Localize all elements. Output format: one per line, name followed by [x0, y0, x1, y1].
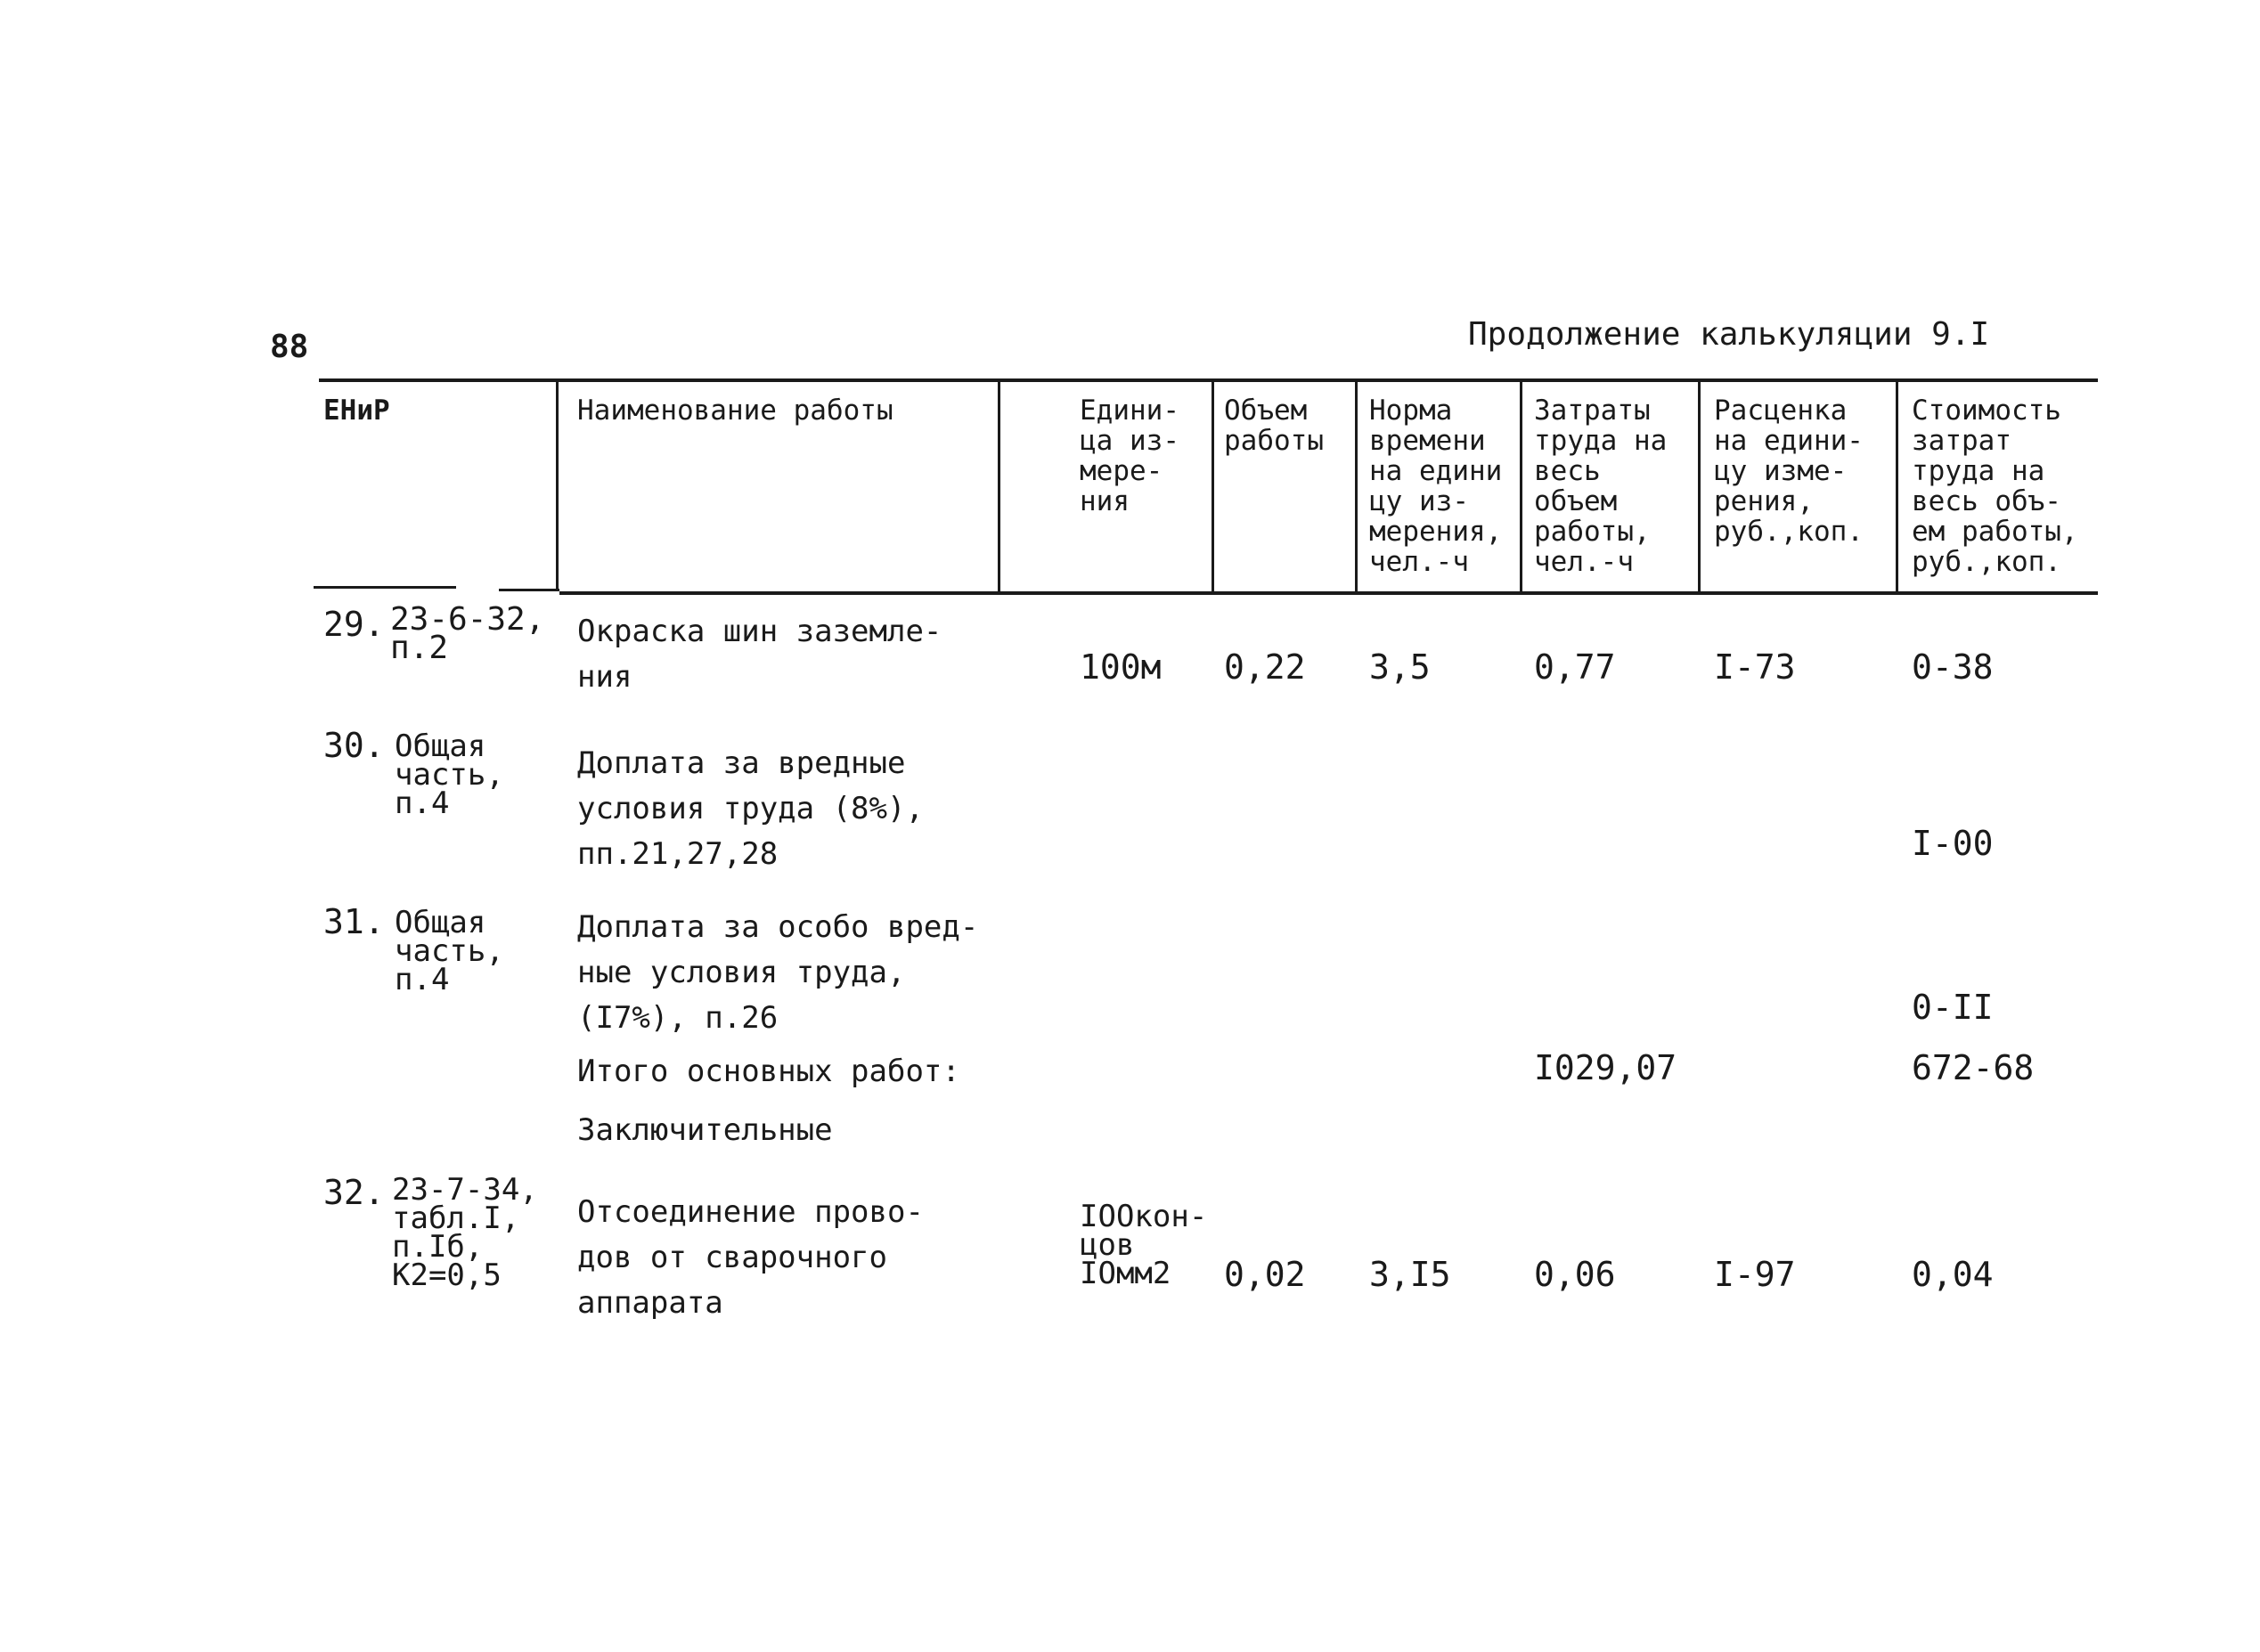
- column-divider: [1698, 380, 1701, 594]
- row-number: 32.: [323, 1173, 385, 1212]
- header-enir: ЕНиР: [323, 395, 390, 427]
- row-enir: Общая часть, п.4: [395, 728, 504, 821]
- row-rate: I-97: [1714, 1255, 1796, 1294]
- column-divider: [1896, 380, 1898, 594]
- row-enir: Общая часть, п.4: [395, 905, 504, 997]
- header-unit: Едини- ца из- мере- ния: [1080, 395, 1179, 517]
- header-volume: Объем работы: [1224, 395, 1324, 457]
- row-work-name: Отсоединение прово- дов от сварочного аппарата: [577, 1194, 924, 1321]
- header-bottom-rule-mid: [499, 589, 559, 591]
- row-cost: I-00: [1912, 824, 1994, 863]
- row-number: 30.: [323, 726, 385, 765]
- row-unit: IООкон- цов IОмм2: [1080, 1199, 1208, 1291]
- header-labor: Затраты труда на весь объем работы, чел.-ч: [1534, 395, 1668, 578]
- row-number: 31.: [323, 902, 385, 941]
- row-cost: 0-II: [1912, 988, 1994, 1027]
- header-work-name: Наименование работы: [577, 395, 893, 427]
- header-bottom-rule: [559, 591, 2098, 595]
- row-enir: 23-7-34, табл.I, п.Iб, К2=0,5: [392, 1172, 538, 1293]
- row-work-name: Доплата за вредные условия труда (8%), пп.21,27,28: [577, 745, 924, 872]
- row-labor: 0,77: [1534, 647, 1616, 687]
- table-top-rule: [319, 378, 2098, 382]
- total-label: Итого основных работ:: [577, 1054, 960, 1089]
- row-rate: I-73: [1714, 647, 1796, 687]
- total-cost: 672-68: [1912, 1048, 2035, 1087]
- column-divider: [1212, 380, 1214, 594]
- header-norm: Норма времени на едини цу из- мерения, чел.-ч: [1369, 395, 1503, 578]
- row-work-name: Доплата за особо вред- ные условия труда, (I7%), п.26: [577, 909, 979, 1036]
- row-norm: 3,5: [1369, 647, 1431, 687]
- header-cost: Стоимость затрат труда на весь объ- ем работы, руб.,коп.: [1912, 395, 2078, 578]
- column-divider: [1355, 380, 1358, 594]
- column-divider: [1520, 380, 1522, 594]
- header-rate: Расценка на едини- цу изме- рения, руб.,коп.: [1714, 395, 1864, 548]
- column-divider: [556, 380, 559, 591]
- row-norm: 3,I5: [1369, 1255, 1451, 1294]
- row-unit: 100м: [1080, 647, 1162, 687]
- row-cost: 0,04: [1912, 1255, 1994, 1294]
- row-volume: 0,22: [1224, 647, 1306, 687]
- page-number: 88: [270, 329, 309, 365]
- row-cost: 0-38: [1912, 647, 1994, 687]
- row-labor: 0,06: [1534, 1255, 1616, 1294]
- continuation-title: Продолжение калькуляции 9.I: [1468, 316, 1990, 353]
- row-volume: 0,02: [1224, 1255, 1306, 1294]
- section-final-label: Заключительные: [577, 1112, 833, 1148]
- row-number: 29.: [323, 605, 385, 644]
- column-divider: [998, 380, 1000, 594]
- total-labor: I029,07: [1534, 1048, 1677, 1087]
- header-bottom-rule-left: [314, 586, 456, 589]
- row-enir: 23-6-32, п.2: [390, 601, 545, 666]
- row-work-name: Окраска шин заземле- ния: [577, 614, 942, 695]
